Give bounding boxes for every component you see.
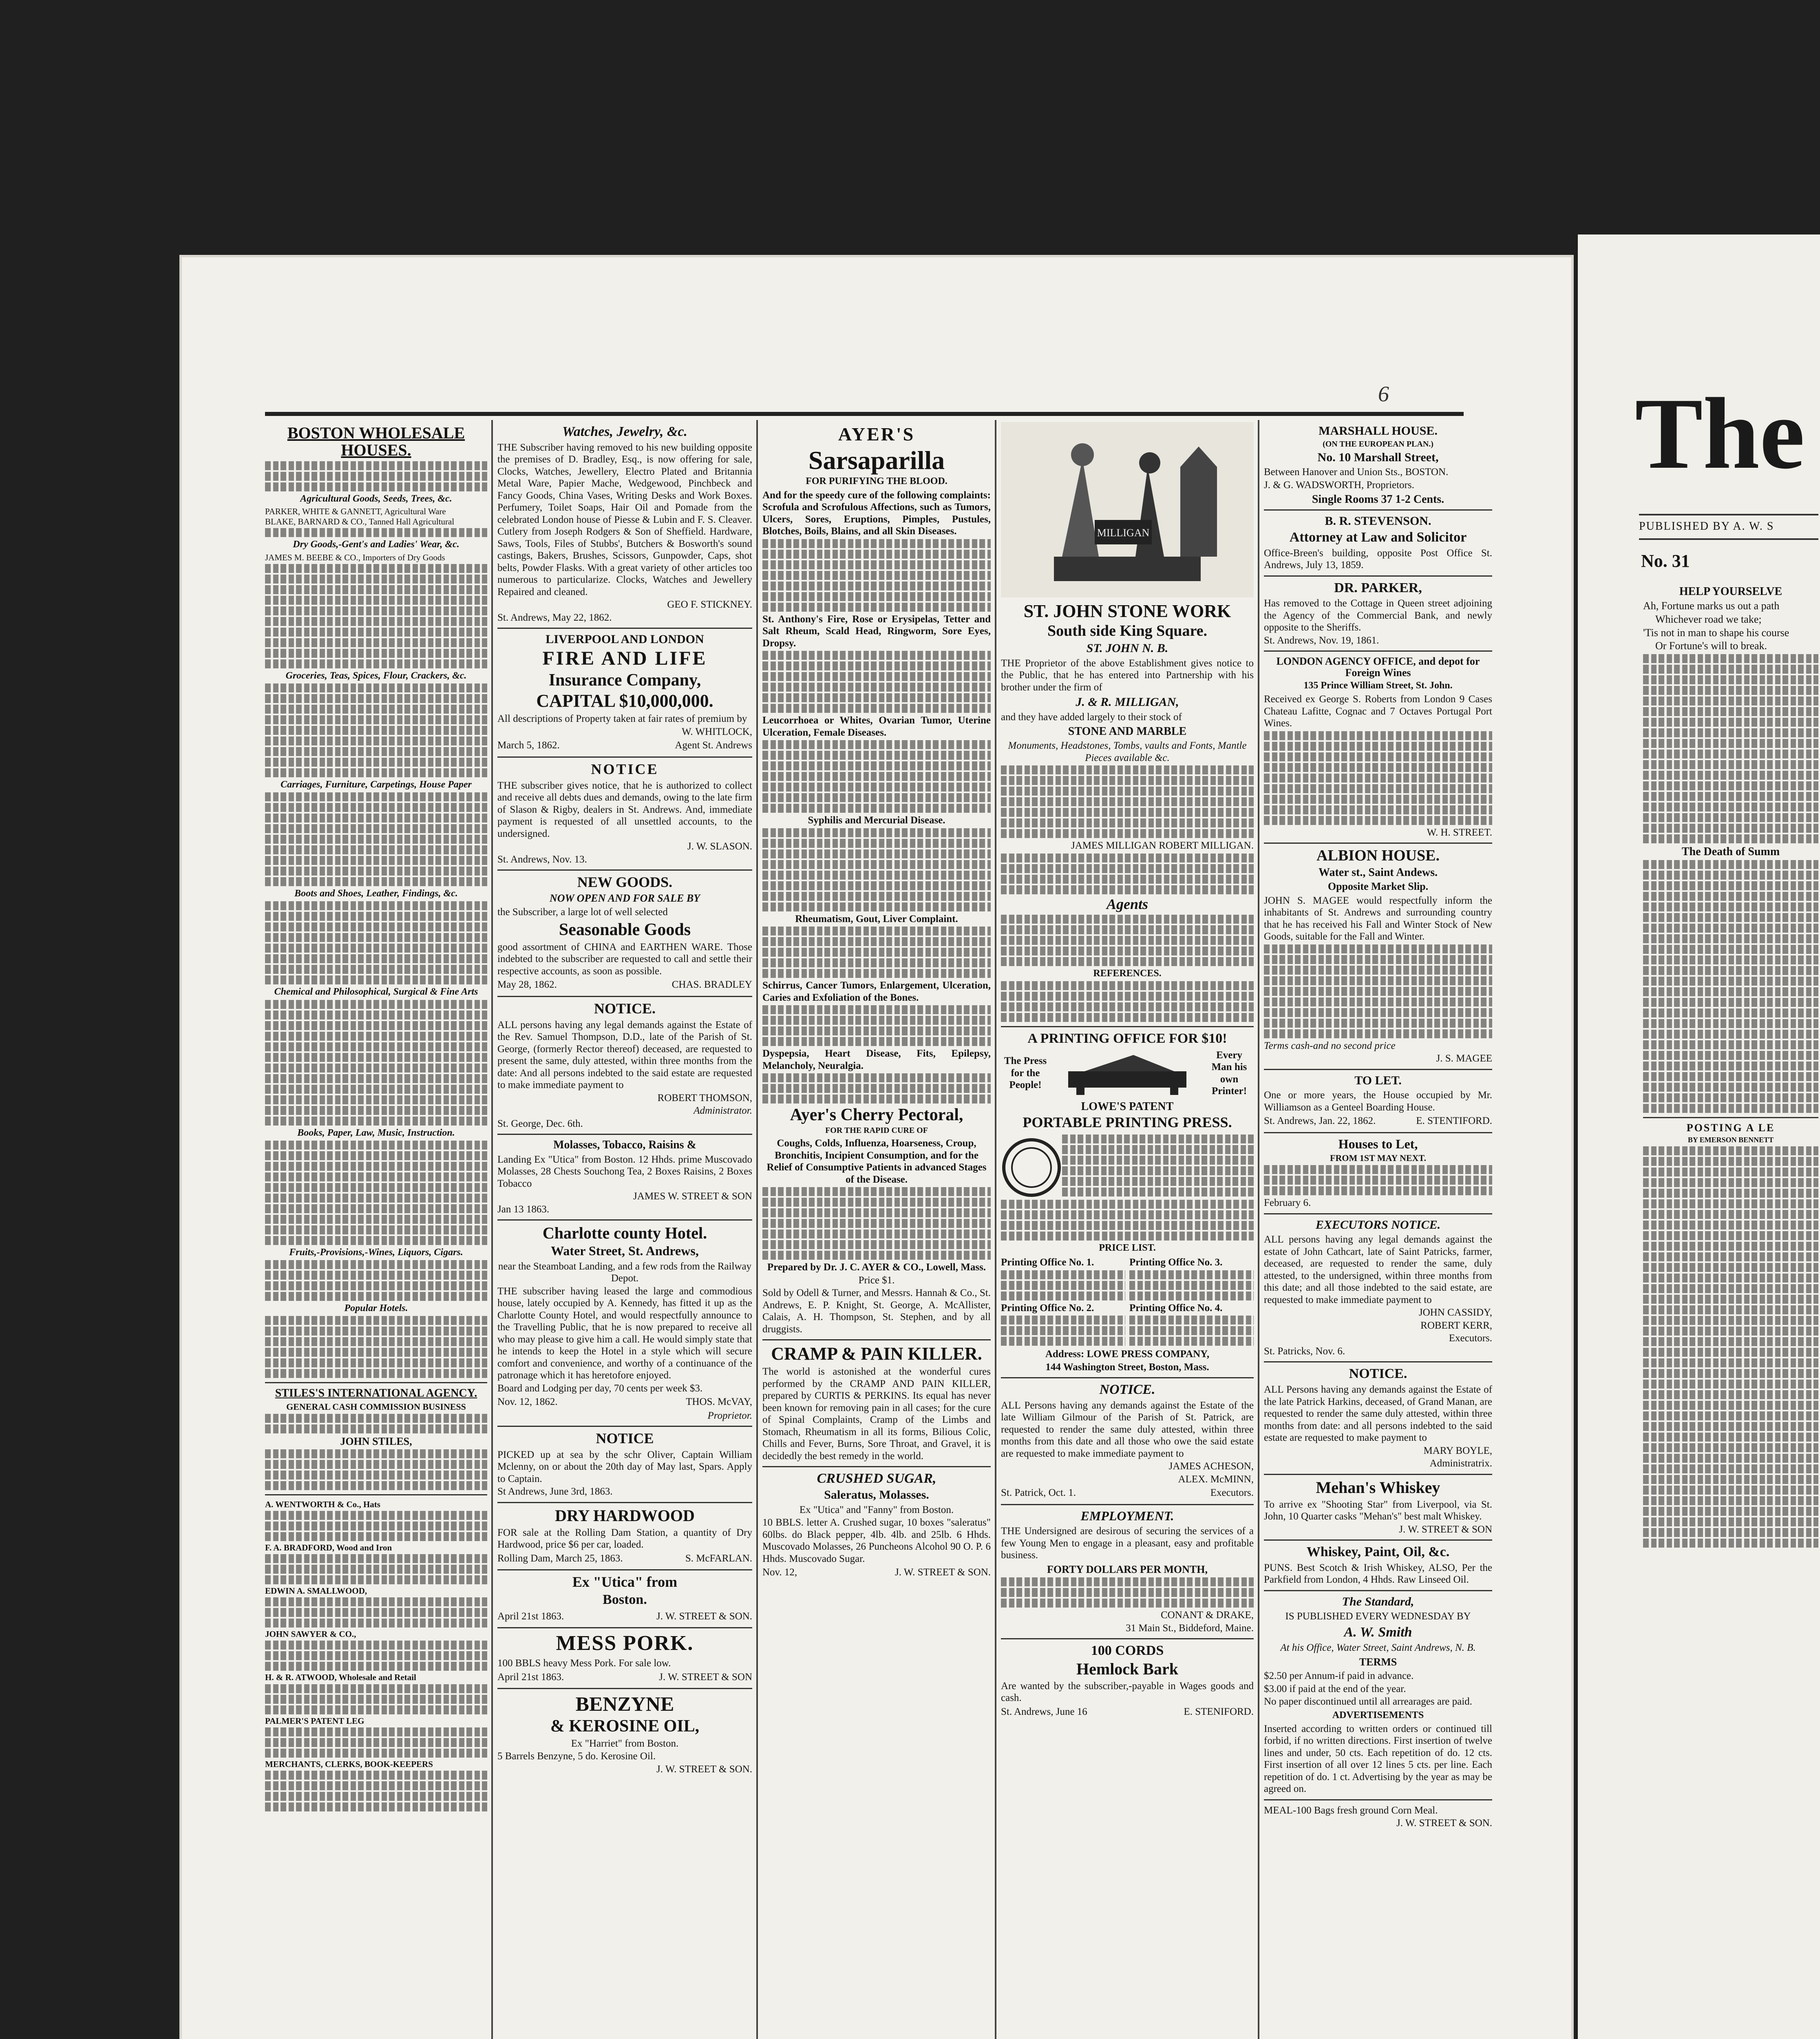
ad-body: THE subscriber having leased the large and commodious house, lately occupied by A. Kennedy, has fitted it up as the Charlotte County Hotel, and would respectfully announce to the Travelling Public, that he is now prepared to receive all who may please to give him a call. He would simply state that he intends to keep the Hotel in a style which will secure comfort and convenience, and worthy of a continuance of the patronage which it has heretofore enjoyed. bbox=[497, 1285, 752, 1381]
ad-body: PUNS. Best Scotch & Irish Whiskey, ALSO, Per the Parkfield from London, 4 Hhds. Raw Linseed Oil. bbox=[1264, 1562, 1492, 1586]
column-divider bbox=[756, 420, 758, 2039]
ad-subtitle: Water st., Saint Andews. bbox=[1319, 866, 1438, 879]
ad-subtitle: Ex "Harriet" from Boston. bbox=[571, 1738, 679, 1749]
ad-subtitle: 135 Prince William Street, St. John. bbox=[1303, 680, 1453, 691]
ad-body: JOHN S. MAGEE would respectfully inform the inhabitants of St. Andrews and surrounding country that he has received his Fall and Winter Stock of New Goods, suitable for the Fall and Winter. bbox=[1264, 895, 1492, 942]
ad-agent: Agent St. Andrews bbox=[675, 740, 752, 751]
poem-line: Or Fortune's will to break. bbox=[1655, 640, 1767, 652]
ad-body: and they have added largely to their stock of bbox=[1001, 711, 1182, 723]
listing: MERCHANTS, CLERKS, BOOK-KEEPERS bbox=[265, 1759, 433, 1769]
ad-subtitle: Ex "Utica" and "Fanny" from Boston. bbox=[799, 1504, 954, 1515]
ad-signature: MARY BOYLE, bbox=[1423, 1445, 1492, 1456]
ad-signature: J. W. STREET & SON. bbox=[895, 1567, 991, 1578]
ad-body: All descriptions of Property taken at fair rates of premium by bbox=[497, 713, 747, 725]
ad-title: Hemlock Bark bbox=[1076, 1659, 1178, 1678]
subsection-title: Groceries, Teas, Spices, Flour, Crackers, &c. bbox=[285, 670, 467, 681]
ad-body: good assortment of CHINA and EARTHEN WARE. Those indebted to the subscriber are requested to call and settle their respective accounts, as soon as possible. bbox=[497, 941, 752, 977]
ad-wage: FORTY DOLLARS PER MONTH, bbox=[1047, 1563, 1208, 1575]
ad-terms: $2.50 per Annum-if paid in advance. bbox=[1264, 1670, 1414, 1682]
ad-signature: CONANT & DRAKE, bbox=[1160, 1610, 1254, 1621]
ad-slogan: The Press for the People! bbox=[1004, 1055, 1047, 1091]
ad-signature: J. W. STREET & SON. bbox=[656, 1610, 752, 1622]
listing: H. & R. ATWOOD, Wholesale and Retail bbox=[265, 1672, 416, 1683]
issue-number: No. 31 bbox=[1641, 551, 1690, 571]
ad-title: A PRINTING OFFICE FOR $10! bbox=[1027, 1031, 1227, 1046]
ad-title: NOTICE bbox=[596, 1430, 654, 1447]
column-divider bbox=[1258, 420, 1259, 2039]
ad-body: ALL persons having any legal demands against the Estate of the Rev. Samuel Thompson, D.D., late of the Parish of St. George, (formerly Rector thereof) deceased, are requested to present the same, duly attested, within three months from the date: And all persons indebted to the said estate are requested to make immediate payment to bbox=[497, 1019, 752, 1091]
poem-title: HELP YOURSELVE bbox=[1679, 585, 1782, 598]
ad-body: Has removed to the Cottage in Queen street adjoining the Agency of the Commercial Bank, and newly opposite to the Sheriffs. bbox=[1264, 598, 1492, 633]
ad-body: PICKED up at sea by the schr Oliver, Captain William Mclenny, on or about the 20th day of May last, Spars. Apply to Captain. bbox=[497, 1449, 752, 1484]
ad-title: LIVERPOOL AND LONDON bbox=[546, 632, 704, 646]
ad-date: St. Andrews, May 22, 1862. bbox=[497, 612, 612, 623]
ad-title: NOTICE. bbox=[1349, 1366, 1407, 1382]
section-title: BOSTON WHOLESALE HOUSES. bbox=[287, 424, 465, 459]
ad-subtitle: Attorney at Law and Solicitor bbox=[1289, 529, 1467, 545]
ad-signature: JAMES W. STREET & SON bbox=[633, 1191, 752, 1202]
ad-address: Address: LOWE PRESS COMPANY, bbox=[1045, 1349, 1210, 1360]
ad-signature: J. S. MAGEE bbox=[1436, 1053, 1492, 1064]
ad-date: April 21st 1863. bbox=[497, 1610, 564, 1622]
ad-title: Sarsaparilla bbox=[808, 446, 945, 475]
ad-body: MEAL-100 Bags fresh ground Corn Meal. bbox=[1264, 1805, 1438, 1816]
listing: JOHN SAWYER & CO., bbox=[265, 1629, 356, 1639]
ad-title: Boston. bbox=[603, 1592, 647, 1608]
ad-signature: J. W. STREET & SON bbox=[1399, 1524, 1492, 1535]
ad-title: The Standard, bbox=[1342, 1594, 1414, 1608]
ad-signature: CHAS. BRADLEY bbox=[671, 979, 752, 991]
column-four bbox=[1001, 422, 1254, 2039]
ad-subhead: Syphilis and Mercurial Disease. bbox=[808, 815, 945, 826]
ad-signature: J. W. SLASON. bbox=[687, 841, 752, 852]
ad-date: St. Andrews, Nov. 13. bbox=[497, 854, 587, 865]
ad-subhead: St. Anthony's Fire, Rose or Erysipelas, Tetter and Salt Rheum, Scald Head, Ringworm, Sore Eyes, Dropsy. bbox=[762, 613, 991, 649]
ad-subtitle: FROM 1ST MAY NEXT. bbox=[1330, 1153, 1426, 1163]
page-number: 6 bbox=[1378, 382, 1389, 406]
ad-title: Whiskey, Paint, Oil, &c. bbox=[1306, 1544, 1450, 1559]
ad-date: St Andrews, June 3rd, 1863. bbox=[497, 1486, 613, 1497]
ad-title: PORTABLE PRINTING PRESS. bbox=[1023, 1114, 1232, 1131]
poem-line: Whichever road we take; bbox=[1655, 613, 1762, 626]
ad-role: Proprietor. bbox=[707, 1410, 752, 1421]
subsection-title: Fruits,-Provisions,-Wines, Liquors, Cigars. bbox=[289, 1247, 463, 1258]
listing: EDWIN A. SMALLWOOD, bbox=[265, 1586, 367, 1596]
listing: JAMES M. BEEBE & CO., Importers of Dry Goods bbox=[265, 552, 445, 562]
subsection-title: Carriages, Furniture, Carpetings, House Paper bbox=[281, 779, 472, 790]
ad-title: ST. JOHN STONE WORK bbox=[1023, 601, 1231, 621]
ad-title: CAPITAL $10,000,000. bbox=[536, 691, 713, 711]
ad-body: Received ex George S. Roberts from London 9 Cases Chateau Lafitte, Cognac and 7 Octaves Portugal Port Wines. bbox=[1264, 694, 1492, 729]
column-three bbox=[762, 422, 991, 2039]
column-divider bbox=[995, 420, 996, 2039]
ad-subtitle: (ON THE EUROPEAN PLAN.) bbox=[1323, 439, 1433, 449]
ad-title: FIRE AND LIFE bbox=[542, 647, 707, 669]
ad-title: BENZYNE bbox=[575, 1692, 674, 1715]
ad-date: Nov. 12, bbox=[762, 1567, 797, 1578]
ad-title: Watches, Jewelry, &c. bbox=[562, 424, 687, 439]
ad-subtitle: TERMS bbox=[1359, 1656, 1397, 1668]
subsection-title: Books, Paper, Law, Music, Instruction. bbox=[297, 1127, 455, 1138]
ad-date: St. Patricks, Nov. 6. bbox=[1264, 1345, 1345, 1357]
agency-subtitle: GENERAL CASH COMMISSION BUSINESS bbox=[286, 1401, 466, 1412]
ad-date: St. Andrews, June 16 bbox=[1001, 1706, 1087, 1717]
listing: F. A. BRADFORD, Wood and Iron bbox=[265, 1543, 392, 1553]
column-two bbox=[497, 422, 752, 2039]
ad-subtitle: near the Steamboat Landing, and a few rods from the Railway Depot. bbox=[498, 1261, 752, 1284]
ad-title: Charlotte county Hotel. bbox=[542, 1224, 707, 1243]
ad-body: 5 Barrels Benzyne, 5 do. Kerosine Oil. bbox=[497, 1751, 656, 1762]
ad-date: St. George, Dec. 6th. bbox=[497, 1118, 583, 1129]
ad-signature: ROBERT KERR, bbox=[1420, 1320, 1492, 1331]
ad-body: THE Proprietor of the above Establishment gives notice to the Public, that he has entered into Partnership with his brother under the firm of bbox=[1001, 657, 1254, 693]
ad-list: Monuments, Headstones, Tombs, vaults and Fonts, Mantle Pieces available &c. bbox=[1008, 740, 1247, 763]
column-divider bbox=[491, 420, 493, 2039]
ad-date: May 28, 1862. bbox=[497, 979, 557, 991]
subsection-title: Popular Hotels. bbox=[344, 1303, 408, 1314]
ad-body: The world is astonished at the wonderful cures performed by the CRAMP AND PAIN KILLER, prepared by CURTIS & PERKINS. Its equal has never been known for removing pain in all cases; for the cure of Spinal Complaints, Cramp of the Limbs and Stomach, Rheumatism in all its forms, Bilious Colic, Chills and Fever, Burns, Sore Throat, and Gravel, it is decidedly the best remedy in the world. bbox=[762, 1366, 991, 1462]
ad-subtitle: IS PUBLISHED EVERY WEDNESDAY BY bbox=[1285, 1611, 1471, 1622]
ad-subtitle: No. 10 Marshall Street, bbox=[1317, 450, 1439, 464]
ad-body: To arrive ex "Shooting Star" from Liverpool, via St. John, 10 Quarter casks "Mehan's" best malt Whiskey. bbox=[1264, 1499, 1492, 1522]
ad-date: St. Andrews, Jan. 22, 1862. bbox=[1264, 1115, 1376, 1127]
ad-subtitle: PRICE LIST. bbox=[1099, 1242, 1156, 1253]
ad-date: Rolling Dam, March 25, 1863. bbox=[497, 1552, 623, 1564]
column-six bbox=[1643, 583, 1818, 2039]
ad-prepared: Prepared by Dr. J. C. AYER & CO., Lowell, Mass. bbox=[767, 1262, 986, 1273]
ad-title: TO LET. bbox=[1354, 1073, 1402, 1087]
ad-date: Jan 13 1863. bbox=[497, 1203, 550, 1215]
ad-signature: J. W. STREET & SON. bbox=[1396, 1818, 1492, 1829]
subsection-title: Chemical and Philosophical, Surgical & Fine Arts bbox=[274, 986, 478, 997]
ad-role: Executors. bbox=[1210, 1487, 1254, 1499]
ad-title: LONDON AGENCY OFFICE, and depot for Foreign Wines bbox=[1276, 655, 1480, 679]
ad-body: Between Hanover and Union Sts., BOSTON. bbox=[1264, 467, 1449, 478]
listing: PARKER, WHITE & GANNETT, Agricultural Ware bbox=[265, 506, 446, 517]
ad-date: February 6. bbox=[1264, 1197, 1311, 1209]
column-five bbox=[1264, 422, 1492, 2039]
ad-date: March 5, 1862. bbox=[497, 740, 560, 751]
ad-signature: JAMES ACHESON, bbox=[1168, 1461, 1254, 1472]
ad-subtitle: ST. JOHN N. B. bbox=[1086, 641, 1168, 655]
story-title: POSTING A LE bbox=[1686, 1122, 1775, 1134]
ad-subtitle: Single Rooms 37 1-2 Cents. bbox=[1312, 493, 1445, 506]
ad-body: ALL Persons having any demands against the Estate of the late William Gilmour of the Parish of St. Patrick, are requested to render the same duly attested, within three months from this date and all those who owe the said estate are requested to make immediate payment to bbox=[1001, 1400, 1254, 1459]
publisher-line: PUBLISHED BY A. W. S bbox=[1639, 520, 1774, 533]
ad-signature: THOS. McVAY, bbox=[686, 1396, 752, 1408]
ad-subtitle: Opposite Market Slip. bbox=[1327, 880, 1429, 893]
ad-subtitle: FOR PURIFYING THE BLOOD. bbox=[806, 476, 948, 487]
ad-body: Coughs, Colds, Influenza, Hoarseness, Croup, Bronchitis, Incipient Consumption, and for the Relief of Consumptive Patients in advanced Stages of the Disease. bbox=[766, 1138, 987, 1185]
poem-title: The Death of Summ bbox=[1681, 845, 1780, 858]
ad-date: St. Patrick, Oct. 1. bbox=[1001, 1487, 1076, 1499]
ad-body: 100 BBLS heavy Mess Pork. For sale low. bbox=[497, 1658, 671, 1669]
ad-signature: JAMES MILLIGAN ROBERT MILLIGAN. bbox=[1071, 840, 1254, 851]
ad-role: Administratrix. bbox=[1429, 1458, 1492, 1469]
ad-subtitle: South side King Square. bbox=[1047, 622, 1208, 640]
ad-title: NOTICE. bbox=[594, 1000, 656, 1017]
ad-body: ALL persons having any legal demands against the estate of John Cathcart, late of Saint Patricks, farmer, deceased, are requested to render the same, duly attested, to the undersigned, within three months from this date; and all those indebted to the said estate, are requested to make immediate payment to bbox=[1264, 1234, 1492, 1305]
ad-subhead: Leucorrhoea or Whites, Ovarian Tumor, Uterine Ulceration, Female Diseases. bbox=[762, 715, 991, 738]
ad-title: Seasonable Goods bbox=[559, 920, 691, 939]
ad-title: Houses to Let, bbox=[1338, 1136, 1418, 1151]
price-heading: Printing Office No. 4. bbox=[1129, 1302, 1223, 1314]
ad-title: NEW GOODS. bbox=[577, 874, 673, 891]
ad-role: Administrator. bbox=[694, 1105, 752, 1117]
agency-name: JOHN STILES, bbox=[340, 1435, 412, 1447]
ad-body: 10 BBLS. letter A. Crushed sugar, 10 boxes "saleratus" 60lbs. do Black pepper, 4lb. 4lb. and 25lb. 6 Hhds. Muscovado Molasses, 26 Puncheons Alcohol 90 O. P. 6 Hhds. Muscovado Sugar. bbox=[762, 1517, 991, 1564]
ad-title: DR. PARKER, bbox=[1334, 580, 1422, 595]
price-heading: Printing Office No. 2. bbox=[1001, 1302, 1094, 1314]
agency-title: STILES'S INTERNATIONAL AGENCY. bbox=[275, 1387, 477, 1400]
ad-signature: E. STENTIFORD. bbox=[1416, 1115, 1492, 1127]
poem-line: 'Tis not in man to shape his course bbox=[1643, 626, 1789, 639]
ad-subtitle: Saleratus, Molasses. bbox=[824, 1488, 929, 1502]
ad-title: NOTICE bbox=[591, 761, 659, 777]
ad-body: J. & G. WADSWORTH, Proprietors. bbox=[1264, 479, 1414, 491]
ad-date: Nov. 12, 1862. bbox=[497, 1396, 558, 1408]
ad-body: ALL Persons having any demands against the Estate of the late Patrick Harkins, deceased, of Grand Manan, are requested to render the same duly attested, within three months from date: and all persons indebted to the said estate are requested to make payment to bbox=[1264, 1384, 1492, 1443]
ad-title: Molasses, Tobacco, Raisins & bbox=[553, 1139, 696, 1152]
ad-title: MESS PORK. bbox=[556, 1632, 694, 1655]
subsection-title: Agricultural Goods, Seeds, Trees, &c. bbox=[300, 493, 452, 504]
ad-body: One or more years, the House occupied by Mr. Williamson as a Genteel Boarding House. bbox=[1264, 1090, 1492, 1113]
ad-title: Ex "Utica" from bbox=[572, 1574, 678, 1590]
masthead-rule bbox=[1639, 538, 1818, 540]
ad-body: Board and Lodging per day, 70 cents per week $3. bbox=[497, 1382, 703, 1394]
ad-firm: J. & R. MILLIGAN, bbox=[1076, 695, 1179, 709]
ad-signature: S. McFARLAN. bbox=[685, 1552, 752, 1564]
ad-body: And for the speedy cure of the following complaints: Scrofula and Scrofulous Affections, such as Tumors, Ulcers, Sores, Eruptions, Pimples, Pustules, Blotches, Boils, Blains, and all Skin Diseases. bbox=[762, 489, 991, 537]
ad-signature: W. H. STREET. bbox=[1427, 827, 1492, 838]
ad-body: Inserted according to written orders or continued till forbid, if no written directions. First insertion of twelve lines and under, 50 cts. Each repetition of do. 12 cts. First insertion of all over 12 lines 5 cts. per line. Each repetition of do. 1 ct. Advertising by the year as may be agreed on. bbox=[1264, 1723, 1492, 1795]
ad-signature: JOHN CASSIDY, bbox=[1418, 1307, 1492, 1318]
ad-title: B. R. STEVENSON. bbox=[1325, 514, 1431, 528]
ad-subhead: Dyspepsia, Heart Disease, Fits, Epilepsy, Melancholy, Neuralgia. bbox=[762, 1048, 991, 1071]
ad-title: DRY HARDWOOD bbox=[555, 1506, 695, 1525]
ad-title: EXECUTORS NOTICE. bbox=[1315, 1218, 1441, 1232]
stone-work-engraving bbox=[1001, 422, 1254, 597]
lowe-seal-icon bbox=[1001, 1137, 1062, 1198]
ad-terms: $3.00 if paid at the end of the year. bbox=[1264, 1683, 1406, 1694]
ad-publisher: A. W. Smith bbox=[1344, 1624, 1412, 1640]
ad-title: MARSHALL HOUSE. bbox=[1319, 424, 1438, 438]
ad-title: 100 CORDS bbox=[1091, 1643, 1164, 1659]
ad-role: Executors. bbox=[1449, 1333, 1492, 1344]
ad-agents: Sold by Odell & Turner, and Messrs. Hannah & Co., St. Andrews, E. P. Knight, St. George, A. McAllister, Calais, A. H. Thompson, St. Stephen, and by all druggists. bbox=[762, 1287, 991, 1335]
ad-subtitle: ADVERTISEMENTS bbox=[1332, 1709, 1424, 1721]
ad-title: CRUSHED SUGAR, bbox=[817, 1471, 937, 1486]
poem-line: Ah, Fortune marks us out a path bbox=[1643, 600, 1780, 612]
column-boston-wholesale bbox=[265, 422, 487, 2039]
ad-subtitle: FOR THE RAPID CURE OF bbox=[825, 1126, 928, 1135]
ad-signature: E. STENIFORD. bbox=[1184, 1706, 1254, 1717]
ad-title: NOTICE. bbox=[1099, 1382, 1155, 1398]
ad-body: Landing Ex "Utica" from Boston. 12 Hhds. prime Muscovado Molasses, 28 Chests Souchong Tea, 2 Boxes Raisins, 2 Boxes Tobacco bbox=[497, 1154, 752, 1189]
ad-date: St. Andrews, Nov. 19, 1861. bbox=[1264, 635, 1379, 646]
ad-title: Ayer's Cherry Pectoral, bbox=[790, 1106, 963, 1125]
listing: PALMER'S PATENT LEG bbox=[265, 1716, 364, 1726]
ad-slogan: Every Man his own Printer! bbox=[1211, 1049, 1247, 1097]
ad-signature: GEO F. STICKNEY. bbox=[667, 599, 752, 610]
ad-subhead: Schirrus, Cancer Tumors, Enlargement, Ulceration, Caries and Exfoliation of the Bones. bbox=[762, 980, 991, 1003]
price-heading: Printing Office No. 1. bbox=[1001, 1257, 1094, 1268]
ad-address: 144 Washington Street, Boston, Mass. bbox=[1045, 1361, 1209, 1373]
price-heading: Printing Office No. 3. bbox=[1129, 1257, 1223, 1268]
ad-subhead: Rheumatism, Gout, Liver Complaint. bbox=[795, 913, 958, 924]
ad-title: Mehan's Whiskey bbox=[1316, 1478, 1440, 1497]
ad-title: & KEROSINE OIL, bbox=[550, 1716, 700, 1736]
ad-title: EMPLOYMENT. bbox=[1080, 1508, 1174, 1523]
ad-terms: Terms cash-and no second price bbox=[1264, 1040, 1396, 1051]
ad-body: THE subscriber gives notice, that he is authorized to collect and receive all debts dues and demands, owing to the late firm of Slason & Rigby, dealers in St. Andrews. And, immediate payment is requested of all unsettled accounts, to the undersigned. bbox=[497, 780, 752, 839]
ad-signature: ROBERT THOMSON, bbox=[657, 1092, 752, 1104]
ad-body: Office-Breen's building, opposite Post Office St. Andrews, July 13, 1859. bbox=[1264, 547, 1492, 571]
ad-signature: J. W. STREET & SON bbox=[659, 1671, 752, 1683]
subsection-title: Dry Goods,-Gent's and Ladies' Wear, &c. bbox=[293, 539, 459, 550]
ad-subtitle: REFERENCES. bbox=[1093, 968, 1162, 979]
ad-subtitle: NOW OPEN AND FOR SALE BY bbox=[549, 892, 700, 904]
listing: A. WENTWORTH & Co., Hats bbox=[265, 1499, 380, 1509]
masthead-rule bbox=[1639, 514, 1818, 515]
ad-signature: ALEX. McMINN, bbox=[1178, 1473, 1254, 1485]
ad-body: THE Subscriber having removed to his new building opposite the premises of D. Bradley, Esq., is now offering for sale, Clocks, Watches, Jewellery, Electro Plated and Britannia Metal Ware, Papier Mache, Wedgewood, Pinchbeck and Fancy Goods, China Vases, Writing Desks and Work Boxes. Perfumery, Toilet Soaps, Hair Oil and Pomade from the celebrated London house of Piesse & Lubin and F. S. Cleaver. Cutlery from Joseph Rodgers & Son of Sheffield. Hardware, Saws, Tools, Files of Stubbs', Butchers & Bosworth's sound castings, Bakers, Brushes, Scissors, Gunpowder, Caps, shot belts, Powder Flasks. With a great variety of other articles too numerous to particularize. Clocks, Watches and Jewellery Repaired and cleaned. bbox=[497, 442, 752, 597]
ad-office: At his Office, Water Street, Saint Andrews, N. B. bbox=[1280, 1642, 1476, 1654]
ad-date: April 21st 1863. bbox=[497, 1671, 564, 1683]
ad-signature: J. W. STREET & SON. bbox=[656, 1763, 752, 1775]
ad-subtitle: Water Street, St. Andrews, bbox=[551, 1243, 699, 1258]
svg-text:MILLIGAN: MILLIGAN bbox=[1097, 527, 1150, 539]
ad-body: the Subscriber, a large lot of well selected bbox=[497, 907, 668, 918]
story-author: BY EMERSON BENNETT bbox=[1687, 1135, 1774, 1144]
ad-title: AYER'S bbox=[838, 424, 915, 445]
ad-title: Agents bbox=[1106, 896, 1149, 912]
top-rule bbox=[265, 412, 1464, 416]
listing: BLAKE, BARNARD & CO., Tanned Hall Agricultural bbox=[265, 517, 455, 527]
ad-signature: W. WHITLOCK, bbox=[682, 726, 752, 737]
ad-title: CRAMP & PAIN KILLER. bbox=[771, 1344, 982, 1364]
ad-title: Insurance Company, bbox=[548, 671, 701, 690]
ad-address: 31 Main St., Biddeford, Maine. bbox=[1126, 1622, 1254, 1634]
ad-body: FOR sale at the Rolling Dam Station, a quantity of Dry Hardwood, price $6 per car, loaded. bbox=[497, 1527, 752, 1550]
ad-body: THE Undersigned are desirous of securing the services of a few Young Men to engage in a pleasant, easy and profitable business. bbox=[1001, 1526, 1254, 1561]
ad-title: ALBION HOUSE. bbox=[1316, 847, 1440, 865]
subsection-title: Boots and Shoes, Leather, Findings, &c. bbox=[294, 888, 458, 899]
ad-body: Are wanted by the subscriber,-payable in Wages goods and cash. bbox=[1001, 1680, 1254, 1704]
ad-title: LOWE'S PATENT bbox=[1081, 1100, 1174, 1113]
masthead: The bbox=[1635, 377, 1805, 490]
ad-terms: No paper discontinued until all arrearages are paid. bbox=[1264, 1696, 1472, 1707]
ad-price: Price $1. bbox=[858, 1274, 895, 1286]
ad-caps: STONE AND MARBLE bbox=[1068, 725, 1187, 738]
printing-press-icon bbox=[1060, 1051, 1195, 1096]
